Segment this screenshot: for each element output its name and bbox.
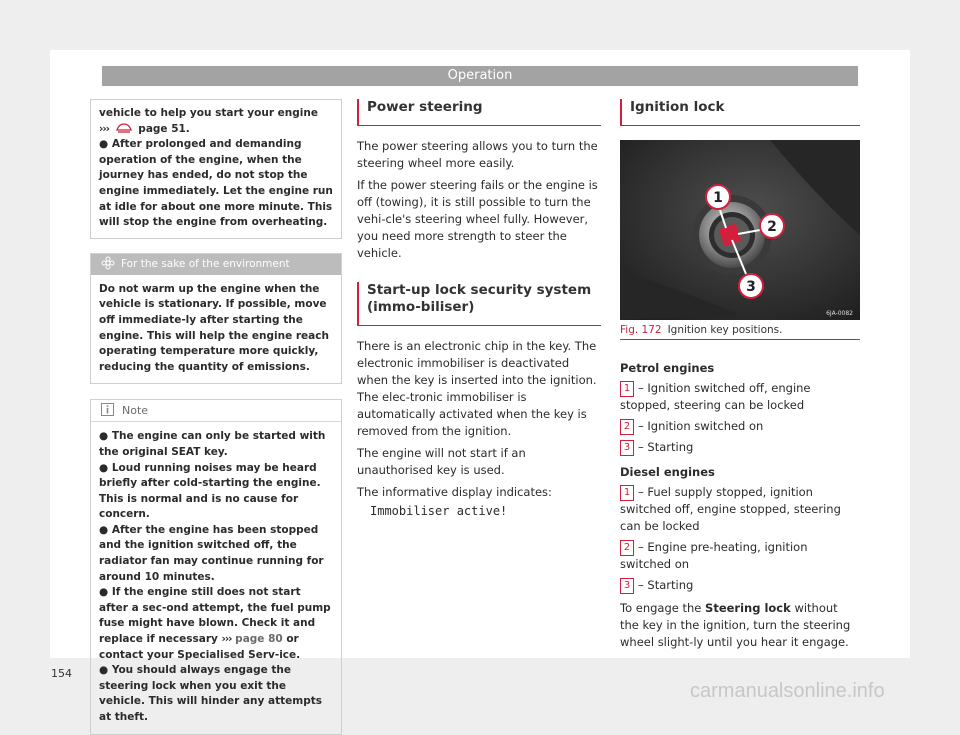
environment-header: For the sake of the environment — [91, 254, 341, 275]
watermark: carmanualsonline.info — [690, 680, 885, 702]
petrol-item: 2 – Ignition switched on — [620, 418, 860, 435]
position-number-badge: 2 — [620, 419, 634, 435]
steering-lock-paragraph: To engage the Steering lock without the key in the ignition, turn the steering wheel slight-ly until you hear it engage. — [620, 601, 851, 649]
right-column — [620, 99, 860, 651]
figure-label: Fig. 172 — [620, 324, 662, 336]
display-message: Immobiliser active! — [370, 504, 508, 518]
ignition-body — [620, 360, 860, 651]
note-item: ● You should always engage the steering lock when you exit the vehicle. This will hinder any attempts at theft. — [99, 664, 322, 723]
note-item: ● After the engine has been stopped and the ignition switched off, the radiator fan may continue running for around 10 minutes. — [99, 523, 324, 583]
info-icon — [101, 403, 114, 416]
paragraph: If the power steering fails or the engine is off (towing), it is still possible to turn the vehi-cle's steering wheel fully. However, you need more strength to steer the vehicle. — [357, 178, 598, 260]
paragraph: The informative display indicates: — [357, 485, 552, 499]
position-number-badge: 1 — [620, 381, 634, 397]
left-column — [90, 99, 342, 735]
paragraph: There is an electronic chip in the key. The electronic immobiliser is deactivated when the key is inserted into the ignition. The elec-tronic immobiliser is automatically activated when the key is removed from the ignition. — [357, 339, 597, 438]
ignition-lock-illustration — [620, 140, 860, 320]
petrol-item: 1 – Ignition switched off, engine stopped, steering can be locked — [620, 381, 811, 412]
note-body — [91, 422, 341, 733]
note-box — [90, 399, 342, 734]
intro-line: vehicle to help you start your engine ››› page 51. — [99, 107, 318, 135]
intro-box — [90, 99, 342, 239]
ignition-lock-title: Ignition lock — [620, 99, 860, 126]
position-number-badge: 3 — [620, 440, 634, 456]
ignition-figure — [620, 140, 860, 320]
immobiliser-title: Start-up lock security system (immo-biliser) — [357, 282, 601, 326]
figure-code: 6JA-0082 — [826, 310, 853, 317]
note-item: ● If the engine still does not start after a sec-ond attempt, the fuel pump fuse might have blown. Check it and replace if necessary ››› page 80 or contact your Specialised Serv-ice. — [99, 586, 331, 661]
flower-icon — [101, 256, 115, 270]
page-ref[interactable]: page 80 — [235, 633, 283, 646]
page-header: Operation — [102, 66, 858, 86]
bullet-item: ● After prolonged and demanding operation of the engine, when the journey has ended, do not stop the engine immediately. Let the engine run at idle for about one more minute. This will stop the engine from overheating. — [99, 138, 333, 229]
diesel-heading: Diesel engines — [620, 465, 715, 479]
diesel-item: 2 – Engine pre-heating, ignition switched on — [620, 540, 808, 571]
petrol-item: 3 – Starting — [620, 439, 860, 456]
middle-column — [357, 99, 601, 520]
power-steering-title: Power steering — [357, 99, 601, 126]
environment-body: Do not warm up the engine when the vehicle is stationary. If possible, move off immediate-ly after starting the engine. This will help the engine reach operating temperature more quickly, reducing the quantity of emissions. — [99, 282, 329, 373]
diesel-item: 1 – Fuel supply stopped, ignition switched off, engine stopped, steering can be locked — [620, 485, 841, 533]
caption-rule — [620, 339, 860, 340]
environment-box — [90, 253, 342, 385]
ref-arrow-icon: ››› — [99, 122, 109, 135]
note-header: Note — [91, 400, 341, 422]
callout-1: 1 — [713, 190, 723, 206]
note-item: ● Loud running noises may be heard briefly after cold-starting the engine. This is normal and is no cause for concern. — [99, 461, 321, 521]
position-number-badge: 3 — [620, 578, 634, 594]
page-ref[interactable]: page 51. — [138, 122, 190, 135]
diesel-item: 3 – Starting — [620, 577, 860, 594]
ref-arrow-icon: ››› — [221, 633, 232, 646]
figure-caption: Fig. 172 Ignition key positions. — [620, 324, 783, 336]
paragraph: The engine will not start if an unauthorised key is used. — [357, 446, 526, 477]
page-number: 154 — [51, 667, 72, 680]
paragraph: The power steering allows you to turn the steering wheel more easily. — [357, 139, 598, 170]
power-steering-body — [357, 138, 601, 262]
position-number-badge: 2 — [620, 540, 634, 556]
immobiliser-body — [357, 338, 601, 520]
position-number-badge: 1 — [620, 485, 634, 501]
note-item: ● The engine can only be started with the original SEAT key. — [99, 430, 326, 458]
callout-2: 2 — [767, 219, 777, 235]
warning-light-icon — [115, 122, 133, 133]
petrol-heading: Petrol engines — [620, 361, 715, 375]
callout-3: 3 — [746, 279, 756, 295]
